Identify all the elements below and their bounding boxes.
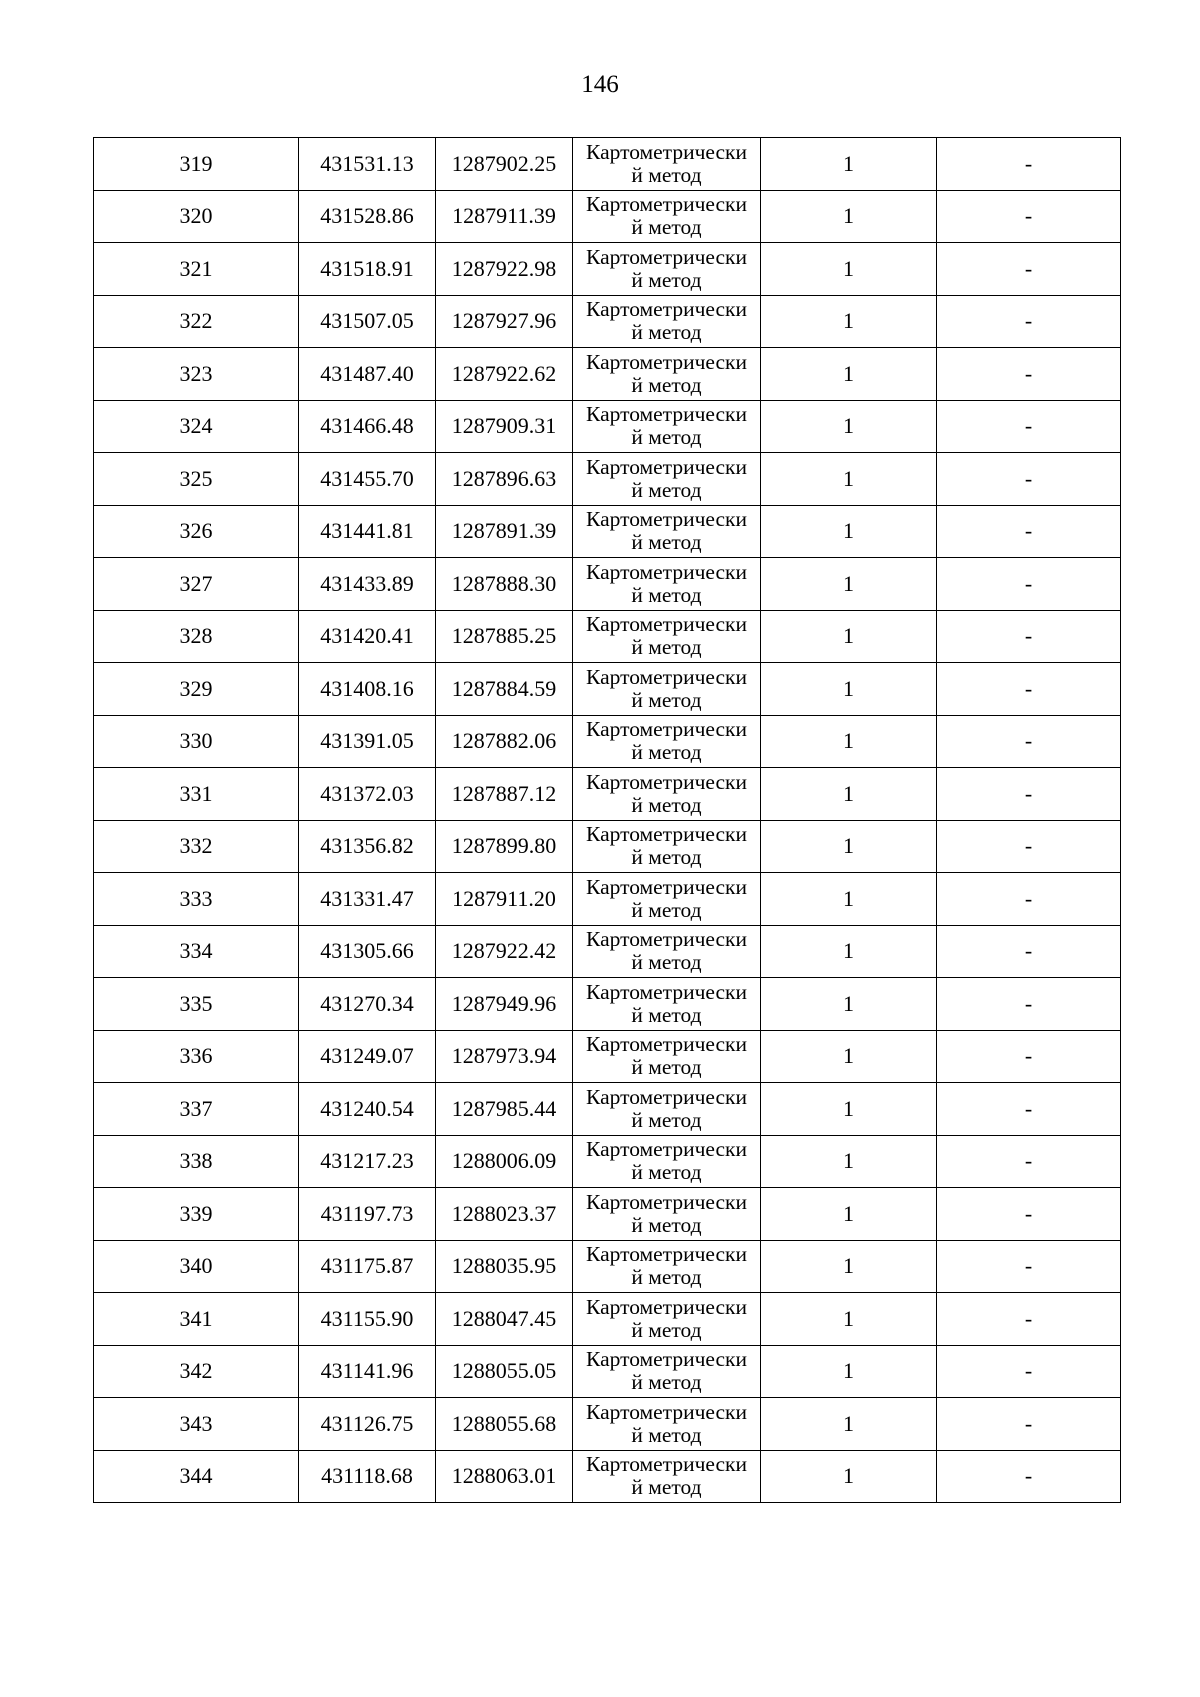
method-text-line: й метод	[631, 1317, 702, 1342]
y-coordinate-cell: 1287927.96	[436, 295, 573, 348]
method-text-line: Картометрически	[586, 559, 747, 584]
table-row	[94, 505, 1121, 558]
accuracy-cell: 1	[761, 453, 937, 506]
point-number-cell: 339	[94, 1188, 299, 1241]
method-cell	[573, 820, 761, 873]
accuracy-cell: 1	[761, 558, 937, 611]
method-text-line: Картометрически	[586, 297, 747, 322]
method-text-line: й метод	[631, 1055, 702, 1080]
table-row	[94, 400, 1121, 453]
x-coordinate-cell: 431441.81	[299, 505, 436, 558]
point-number-cell: 342	[94, 1345, 299, 1398]
y-coordinate-cell: 1287899.80	[436, 820, 573, 873]
x-coordinate-cell: 431528.86	[299, 190, 436, 243]
y-coordinate-cell: 1288047.45	[436, 1293, 573, 1346]
accuracy-cell: 1	[761, 505, 937, 558]
point-number-cell: 322	[94, 295, 299, 348]
point-number-cell: 319	[94, 138, 299, 191]
table-row	[94, 138, 1121, 191]
point-number-cell: 344	[94, 1450, 299, 1503]
method-text-line: й метод	[631, 267, 702, 292]
y-coordinate-cell: 1288055.05	[436, 1345, 573, 1398]
note-cell: -	[937, 1135, 1121, 1188]
accuracy-cell: 1	[761, 1345, 937, 1398]
method-cell	[573, 1293, 761, 1346]
table-row	[94, 663, 1121, 716]
method-text-line: Картометрически	[586, 1347, 747, 1372]
note-cell: -	[937, 663, 1121, 716]
note-cell: -	[937, 1345, 1121, 1398]
table-row	[94, 925, 1121, 978]
accuracy-cell: 1	[761, 663, 937, 716]
x-coordinate-cell: 431331.47	[299, 873, 436, 926]
y-coordinate-cell: 1287911.20	[436, 873, 573, 926]
point-number-cell: 337	[94, 1083, 299, 1136]
note-cell: -	[937, 400, 1121, 453]
method-text-line: й метод	[631, 1370, 702, 1395]
note-cell: -	[937, 925, 1121, 978]
table-row	[94, 1188, 1121, 1241]
method-cell	[573, 925, 761, 978]
note-cell: -	[937, 348, 1121, 401]
note-cell: -	[937, 505, 1121, 558]
note-cell: -	[937, 295, 1121, 348]
table-row	[94, 453, 1121, 506]
x-coordinate-cell: 431372.03	[299, 768, 436, 821]
method-text-line: Картометрически	[586, 1294, 747, 1319]
y-coordinate-cell: 1288055.68	[436, 1398, 573, 1451]
accuracy-cell: 1	[761, 400, 937, 453]
x-coordinate-cell: 431141.96	[299, 1345, 436, 1398]
method-text-line: Картометрически	[586, 822, 747, 847]
method-text-line: й метод	[631, 162, 702, 187]
point-number-cell: 329	[94, 663, 299, 716]
method-text-line: Картометрически	[586, 1137, 747, 1162]
table-row	[94, 978, 1121, 1031]
table-row	[94, 1083, 1121, 1136]
y-coordinate-cell: 1287896.63	[436, 453, 573, 506]
accuracy-cell: 1	[761, 243, 937, 296]
point-number-cell: 328	[94, 610, 299, 663]
x-coordinate-cell: 431507.05	[299, 295, 436, 348]
y-coordinate-cell: 1288006.09	[436, 1135, 573, 1188]
method-cell	[573, 400, 761, 453]
method-cell	[573, 138, 761, 191]
method-text-line: Картометрически	[586, 1452, 747, 1477]
y-coordinate-cell: 1287909.31	[436, 400, 573, 453]
method-text-line: Картометрически	[586, 1242, 747, 1267]
method-cell	[573, 1188, 761, 1241]
method-text-line: й метод	[631, 425, 702, 450]
method-cell	[573, 663, 761, 716]
note-cell: -	[937, 873, 1121, 926]
table-row	[94, 715, 1121, 768]
point-number-cell: 323	[94, 348, 299, 401]
y-coordinate-cell: 1287949.96	[436, 978, 573, 1031]
method-cell	[573, 1345, 761, 1398]
note-cell: -	[937, 190, 1121, 243]
table-row	[94, 1450, 1121, 1503]
method-text-line: й метод	[631, 320, 702, 345]
table-row	[94, 1398, 1121, 1451]
accuracy-cell: 1	[761, 1083, 937, 1136]
point-number-cell: 320	[94, 190, 299, 243]
x-coordinate-cell: 431408.16	[299, 663, 436, 716]
method-cell	[573, 715, 761, 768]
y-coordinate-cell: 1288063.01	[436, 1450, 573, 1503]
y-coordinate-cell: 1287902.25	[436, 138, 573, 191]
page-number: 146	[581, 71, 619, 98]
accuracy-cell: 1	[761, 978, 937, 1031]
y-coordinate-cell: 1287887.12	[436, 768, 573, 821]
x-coordinate-cell: 431217.23	[299, 1135, 436, 1188]
point-number-cell: 324	[94, 400, 299, 453]
y-coordinate-cell: 1287911.39	[436, 190, 573, 243]
x-coordinate-cell: 431175.87	[299, 1240, 436, 1293]
table-row	[94, 295, 1121, 348]
y-coordinate-cell: 1288035.95	[436, 1240, 573, 1293]
x-coordinate-cell: 431305.66	[299, 925, 436, 978]
note-cell: -	[937, 610, 1121, 663]
point-number-cell: 335	[94, 978, 299, 1031]
method-text-line: Картометрически	[586, 874, 747, 899]
table-row	[94, 558, 1121, 611]
method-cell	[573, 190, 761, 243]
method-text-line: й метод	[631, 1107, 702, 1132]
point-number-cell: 331	[94, 768, 299, 821]
method-text-line: й метод	[631, 1422, 702, 1447]
x-coordinate-cell: 431240.54	[299, 1083, 436, 1136]
y-coordinate-cell: 1287985.44	[436, 1083, 573, 1136]
method-cell	[573, 1450, 761, 1503]
accuracy-cell: 1	[761, 1398, 937, 1451]
accuracy-cell: 1	[761, 925, 937, 978]
method-cell	[573, 1135, 761, 1188]
y-coordinate-cell: 1287884.59	[436, 663, 573, 716]
y-coordinate-cell: 1287888.30	[436, 558, 573, 611]
method-cell	[573, 1240, 761, 1293]
y-coordinate-cell: 1287973.94	[436, 1030, 573, 1083]
accuracy-cell: 1	[761, 348, 937, 401]
method-text-line: Картометрически	[586, 402, 747, 427]
x-coordinate-cell: 431391.05	[299, 715, 436, 768]
method-text-line: й метод	[631, 1475, 702, 1500]
x-coordinate-cell: 431197.73	[299, 1188, 436, 1241]
x-coordinate-cell: 431433.89	[299, 558, 436, 611]
point-number-cell: 321	[94, 243, 299, 296]
method-text-line: й метод	[631, 1265, 702, 1290]
y-coordinate-cell: 1287885.25	[436, 610, 573, 663]
accuracy-cell: 1	[761, 768, 937, 821]
method-cell	[573, 505, 761, 558]
method-text-line: Картометрически	[586, 927, 747, 952]
method-text-line: Картометрически	[586, 244, 747, 269]
x-coordinate-cell: 431270.34	[299, 978, 436, 1031]
accuracy-cell: 1	[761, 138, 937, 191]
method-cell	[573, 768, 761, 821]
method-cell	[573, 558, 761, 611]
method-text-line: й метод	[631, 740, 702, 765]
point-number-cell: 341	[94, 1293, 299, 1346]
table-row	[94, 873, 1121, 926]
y-coordinate-cell: 1287922.98	[436, 243, 573, 296]
coordinates-table	[93, 137, 1121, 1503]
note-cell: -	[937, 1030, 1121, 1083]
accuracy-cell: 1	[761, 1450, 937, 1503]
x-coordinate-cell: 431249.07	[299, 1030, 436, 1083]
y-coordinate-cell: 1287882.06	[436, 715, 573, 768]
accuracy-cell: 1	[761, 1135, 937, 1188]
note-cell: -	[937, 1188, 1121, 1241]
x-coordinate-cell: 431518.91	[299, 243, 436, 296]
table-row	[94, 1135, 1121, 1188]
note-cell: -	[937, 820, 1121, 873]
method-text-line: Картометрически	[586, 507, 747, 532]
method-text-line: Картометрически	[586, 1189, 747, 1214]
method-text-line: й метод	[631, 530, 702, 555]
method-text-line: Картометрически	[586, 769, 747, 794]
table-row	[94, 243, 1121, 296]
accuracy-cell: 1	[761, 873, 937, 926]
x-coordinate-cell: 431155.90	[299, 1293, 436, 1346]
accuracy-cell: 1	[761, 1293, 937, 1346]
method-text-line: Картометрически	[586, 664, 747, 689]
method-cell	[573, 978, 761, 1031]
method-text-line: й метод	[631, 687, 702, 712]
note-cell: -	[937, 138, 1121, 191]
point-number-cell: 336	[94, 1030, 299, 1083]
note-cell: -	[937, 715, 1121, 768]
y-coordinate-cell: 1287922.62	[436, 348, 573, 401]
x-coordinate-cell: 431531.13	[299, 138, 436, 191]
method-text-line: й метод	[631, 477, 702, 502]
method-cell	[573, 348, 761, 401]
table-row	[94, 1293, 1121, 1346]
method-text-line: Картометрически	[586, 1399, 747, 1424]
point-number-cell: 343	[94, 1398, 299, 1451]
table-row	[94, 1345, 1121, 1398]
method-cell	[573, 1030, 761, 1083]
method-text-line: й метод	[631, 635, 702, 660]
point-number-cell: 325	[94, 453, 299, 506]
point-number-cell: 333	[94, 873, 299, 926]
note-cell: -	[937, 558, 1121, 611]
method-text-line: й метод	[631, 950, 702, 975]
table-row	[94, 1240, 1121, 1293]
accuracy-cell: 1	[761, 1240, 937, 1293]
accuracy-cell: 1	[761, 295, 937, 348]
note-cell: -	[937, 1398, 1121, 1451]
y-coordinate-cell: 1287922.42	[436, 925, 573, 978]
point-number-cell: 334	[94, 925, 299, 978]
accuracy-cell: 1	[761, 1188, 937, 1241]
method-text-line: й метод	[631, 897, 702, 922]
method-text-line: й метод	[631, 1212, 702, 1237]
point-number-cell: 330	[94, 715, 299, 768]
table-row	[94, 820, 1121, 873]
accuracy-cell: 1	[761, 610, 937, 663]
method-cell	[573, 243, 761, 296]
method-text-line: Картометрически	[586, 139, 747, 164]
note-cell: -	[937, 453, 1121, 506]
accuracy-cell: 1	[761, 715, 937, 768]
method-text-line: й метод	[631, 1160, 702, 1185]
note-cell: -	[937, 768, 1121, 821]
method-cell	[573, 1083, 761, 1136]
method-cell	[573, 295, 761, 348]
table-row	[94, 768, 1121, 821]
note-cell: -	[937, 1450, 1121, 1503]
table-row	[94, 610, 1121, 663]
y-coordinate-cell: 1288023.37	[436, 1188, 573, 1241]
method-cell	[573, 610, 761, 663]
method-cell	[573, 873, 761, 926]
method-text-line: Картометрически	[586, 1084, 747, 1109]
method-text-line: й метод	[631, 792, 702, 817]
x-coordinate-cell: 431356.82	[299, 820, 436, 873]
method-text-line: Картометрически	[586, 454, 747, 479]
method-text-line: Картометрически	[586, 1032, 747, 1057]
accuracy-cell: 1	[761, 1030, 937, 1083]
method-text-line: Картометрически	[586, 192, 747, 217]
x-coordinate-cell: 431420.41	[299, 610, 436, 663]
note-cell: -	[937, 1293, 1121, 1346]
point-number-cell: 340	[94, 1240, 299, 1293]
method-text-line: Картометрически	[586, 612, 747, 637]
table-row	[94, 1030, 1121, 1083]
method-text-line: Картометрически	[586, 717, 747, 742]
note-cell: -	[937, 243, 1121, 296]
note-cell: -	[937, 978, 1121, 1031]
method-text-line: Картометрически	[586, 349, 747, 374]
x-coordinate-cell: 431466.48	[299, 400, 436, 453]
method-text-line: й метод	[631, 372, 702, 397]
table-body	[94, 138, 1121, 1503]
point-number-cell: 338	[94, 1135, 299, 1188]
point-number-cell: 327	[94, 558, 299, 611]
method-text-line: й метод	[631, 845, 702, 870]
method-cell	[573, 453, 761, 506]
y-coordinate-cell: 1287891.39	[436, 505, 573, 558]
method-text-line: й метод	[631, 582, 702, 607]
table-row	[94, 190, 1121, 243]
point-number-cell: 332	[94, 820, 299, 873]
x-coordinate-cell: 431455.70	[299, 453, 436, 506]
method-text-line: Картометрически	[586, 979, 747, 1004]
point-number-cell: 326	[94, 505, 299, 558]
x-coordinate-cell: 431487.40	[299, 348, 436, 401]
note-cell: -	[937, 1240, 1121, 1293]
method-cell	[573, 1398, 761, 1451]
method-text-line: й метод	[631, 215, 702, 240]
note-cell: -	[937, 1083, 1121, 1136]
accuracy-cell: 1	[761, 190, 937, 243]
accuracy-cell: 1	[761, 820, 937, 873]
x-coordinate-cell: 431118.68	[299, 1450, 436, 1503]
x-coordinate-cell: 431126.75	[299, 1398, 436, 1451]
method-text-line: й метод	[631, 1002, 702, 1027]
table-row	[94, 348, 1121, 401]
